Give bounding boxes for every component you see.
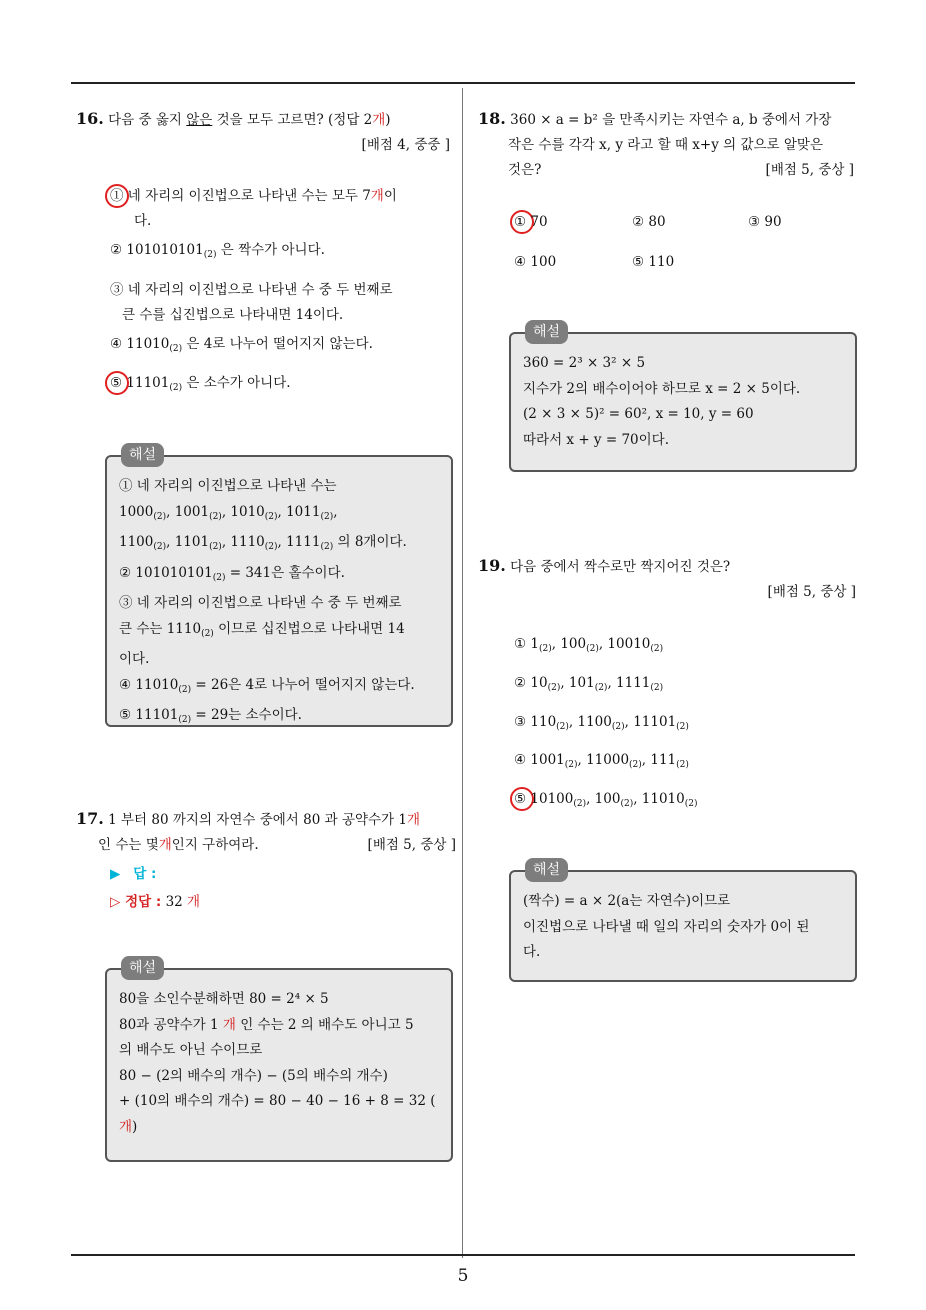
option-4[interactable]: ④ $11010_{(2)}$ 은 4로 나누어 떨어지지 않는다. bbox=[110, 336, 373, 354]
solution-tag: 해설 bbox=[121, 443, 164, 467]
option-2[interactable]: ② $101010101_{(2)}$ 은 짝수가 아니다. bbox=[110, 242, 325, 260]
question-number: 17. bbox=[76, 809, 104, 828]
correct-answer: ▷ 정답 : 32 개 bbox=[110, 894, 201, 910]
solution-tag: 해설 bbox=[525, 858, 568, 882]
question-18-stem: 18. 360 × a = b² 을 만족시키는 자연수 a, b 중에서 가장 작은 수를 각각 x, y 라고 할 때 x+y 의 값으로 알맞은 것은? [배점 5, 중상 ] bbox=[478, 109, 854, 178]
page-number: 5 bbox=[457, 1266, 469, 1286]
option-1[interactable]: ① $1_{(2)}$, $100_{(2)}$, $10010_{(2)}$ bbox=[514, 636, 664, 654]
solution-tag: 해설 bbox=[525, 320, 568, 344]
option-3[interactable]: ③ $110_{(2)}$, $1100_{(2)}$, $11101_{(2)}$ bbox=[514, 714, 689, 732]
option-4[interactable]: ④ 100 bbox=[514, 254, 557, 270]
option-5[interactable]: ⑤ 110 bbox=[632, 254, 675, 270]
question-number: 16. bbox=[76, 109, 104, 128]
option-1[interactable]: ① 네 자리의 이진법으로 나타낸 수는 모두 7개이 다. bbox=[110, 188, 397, 229]
question-meta: [배점 4, 중중 ] bbox=[361, 137, 450, 153]
question-number: 19. bbox=[478, 556, 506, 575]
option-3[interactable]: ③ 네 자리의 이진법으로 나타낸 수 중 두 번째로 큰 수를 십진법으로 나타내면 14이다. bbox=[110, 282, 393, 323]
option-2[interactable]: ② $10_{(2)}$, $101_{(2)}$, $1111_{(2)}$ bbox=[514, 675, 664, 693]
play-icon: ▶ bbox=[110, 866, 121, 882]
option-3[interactable]: ③ 90 bbox=[748, 214, 782, 230]
bottom-rule bbox=[71, 1254, 855, 1256]
option-5[interactable]: ⑤ $10100_{(2)}$, $100_{(2)}$, $11010_{(2)}$ bbox=[514, 791, 698, 809]
option-5[interactable]: ⑤ $11101_{(2)}$ 은 소수가 아니다. bbox=[110, 375, 291, 393]
solution-box-18: 해설 360 = 2³ × 3² × 5 지수가 2의 배수이어야 하므로 x = 2 × 5이다. (2 × 3 × 5)² = 60², x = 10, y = 60 따라서 x + y = 70이다. bbox=[509, 332, 857, 472]
question-16-stem: 16. 다음 중 옳지 않은 것을 모두 고르면? (정답 2개) [배점 4, 중중 ] bbox=[76, 106, 450, 158]
solution-box-19: 해설 (짝수) = a × 2(a는 자연수)이므로 이진법으로 나타낼 때 일의 자리의 숫자가 0이 된 다. bbox=[509, 870, 857, 982]
solution-box-16: 해설 ① 네 자리의 이진법으로 나타낸 수는 $1000_{(2)}$, $1001_{(2)}$, $1010_{(2)}$, $1011_{(2)}$, $1100_{(2)}$, $1101_{(2)}$, $1110_{(2)}$, $1111_{(2)}$ 의 8개이다. ② $101010101_{(2)} = 341$은 홀수이다. ③ 네 자리의 이진법으로 나타낸 수 중 두 번째로 큰 수는 $1110_{(2)}$ 이므로 십진법으로 나타내면 14 이다. ④ $11010_{(2)} = 26$은 4로 나누어 떨어지지 않는다. ⑤ $11101_{(2)} = 29$는 소수이다. bbox=[105, 455, 453, 727]
option-4[interactable]: ④ $1001_{(2)}$, $11000_{(2)}$, $111_{(2)}$ bbox=[514, 752, 689, 770]
option-2[interactable]: ② 80 bbox=[632, 214, 666, 230]
column-divider bbox=[462, 88, 463, 1258]
top-rule bbox=[71, 82, 855, 84]
solution-box-17: 해설 80을 소인수분해하면 80 = 2⁴ × 5 80과 공약수가 1 개 인 수는 2 의 배수도 아니고 5 의 배수도 아닌 수이므로 80 − (2의 배수의 개수) − (5의 배수의 개수) + (10의 배수의 개수) = 80 − 40 − 16 + 8 = 32 ( 개) bbox=[105, 968, 453, 1162]
solution-tag: 해설 bbox=[121, 956, 164, 980]
option-1[interactable]: ① 70 bbox=[514, 214, 548, 230]
answer-input-line[interactable]: ▶ 답 : bbox=[110, 866, 157, 882]
question-19-stem: 19. 다음 중에서 짝수로만 짝지어진 것은? [배점 5, 중상 ] bbox=[478, 556, 856, 600]
question-number: 18. bbox=[478, 109, 506, 128]
question-17-stem: 17. 1 부터 80 까지의 자연수 중에서 80 과 공약수가 1개 인 수는 몇개인지 구하여라. [배점 5, 중상 ] bbox=[76, 809, 456, 853]
